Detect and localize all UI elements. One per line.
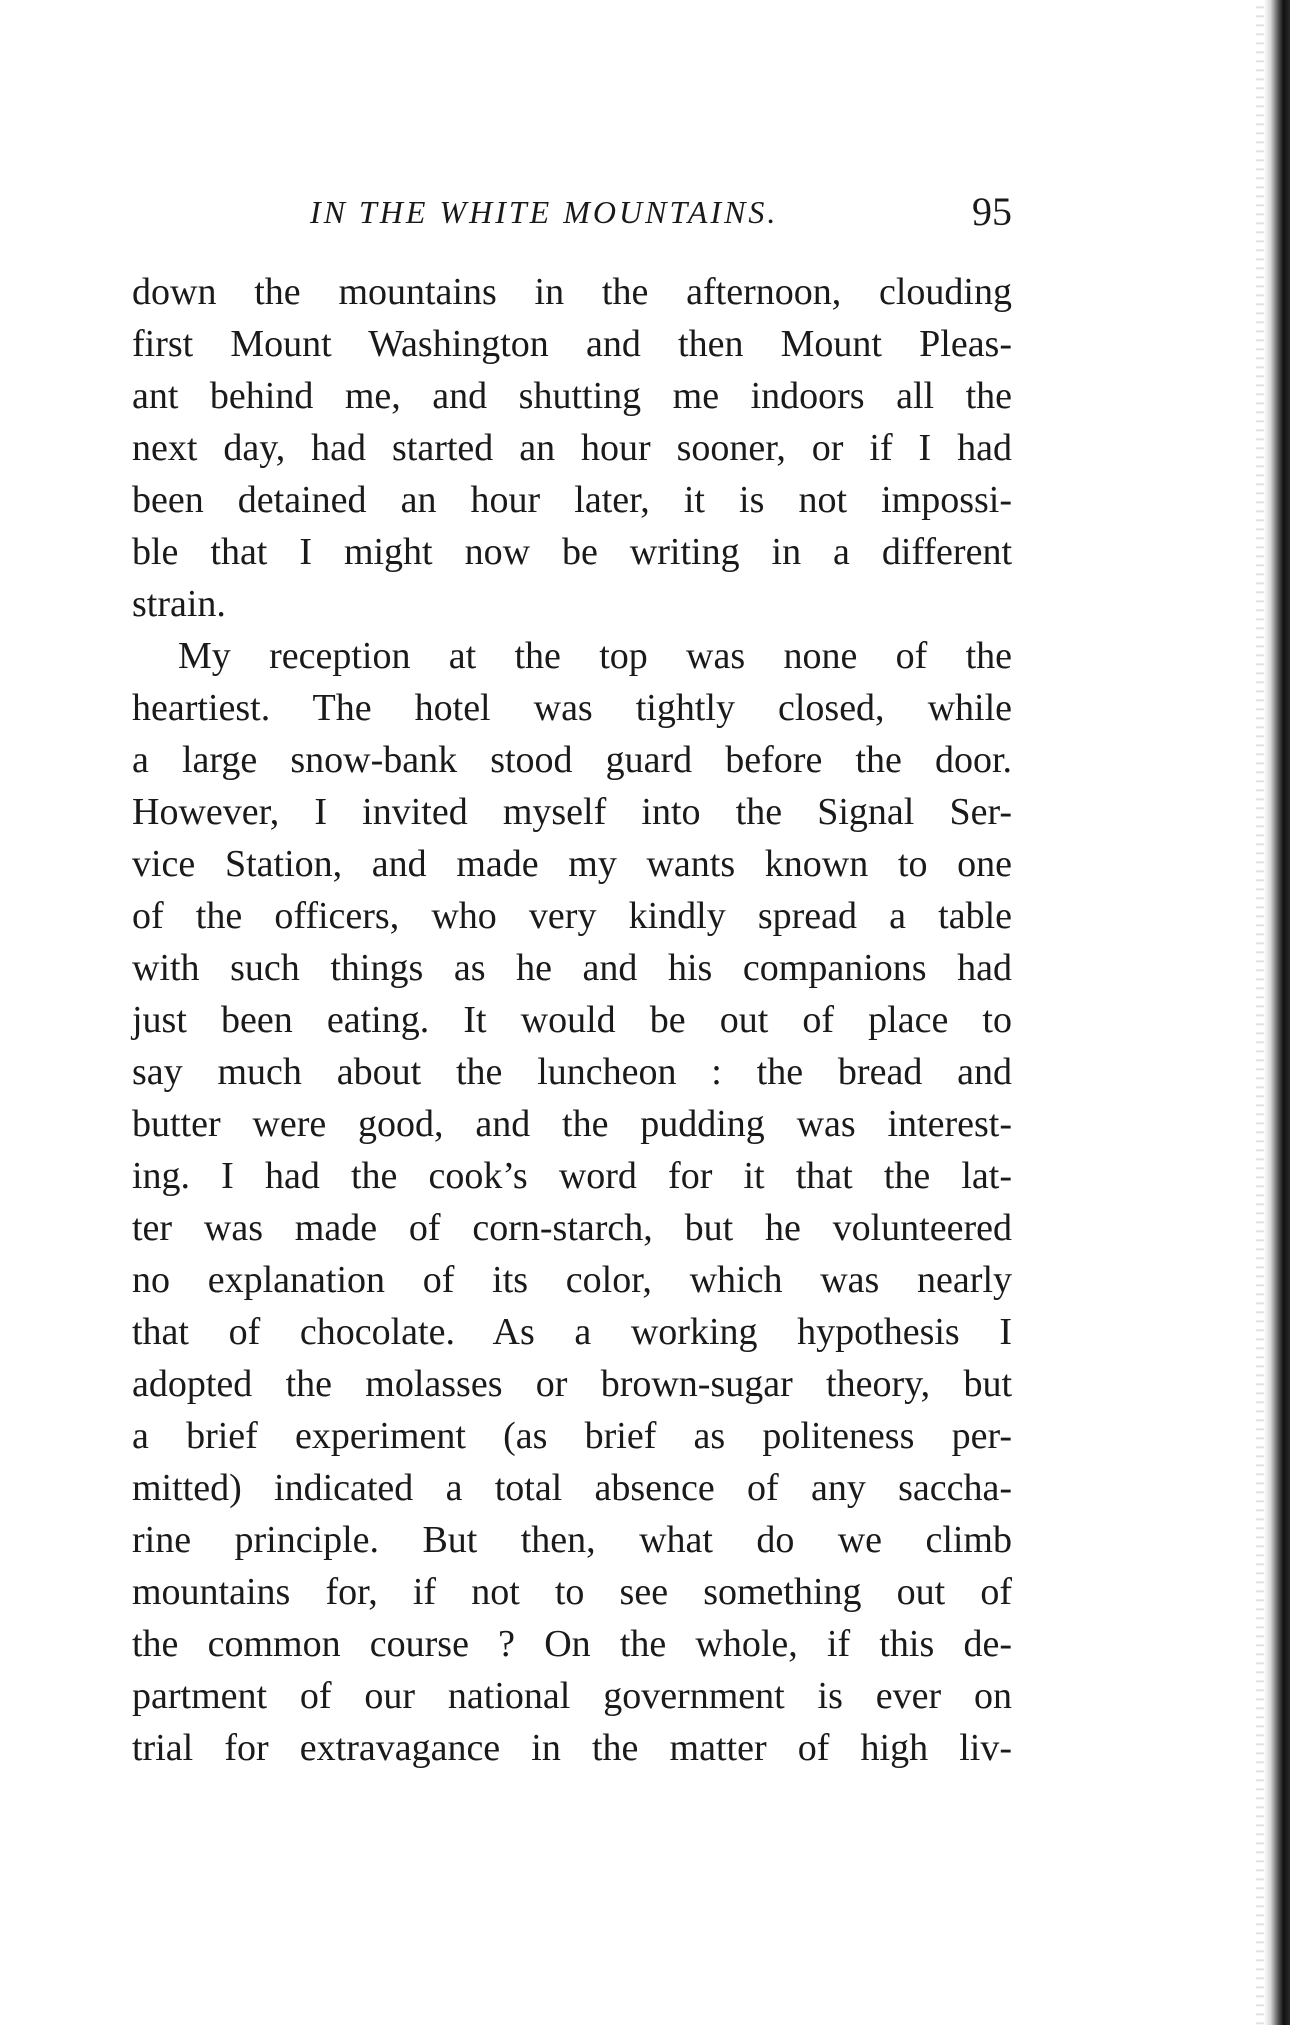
paragraph-first-line: My reception at the top was none of the [178,635,1012,677]
page-edge-shadow [1256,0,1264,2025]
text-line: heartiest. The hotel was tightly closed, while [132,687,1012,729]
text-line: mitted) indicated a total absence of any saccha- [132,1467,1012,1509]
text-line: a brief experiment (as brief as politeness per- [132,1415,1012,1457]
text-line: next day, had started an hour sooner, or if I had [132,427,1012,469]
page-number: 95 [972,189,1012,234]
text-line: no explanation of its color, which was nearly [132,1259,1012,1301]
text-line: ter was made of corn-starch, but he volunteered [132,1207,1012,1249]
body-text [132,266,1012,1774]
text-line: say much about the luncheon : the bread and [132,1051,1012,1093]
text-line: just been eating. It would be out of place to [132,999,1012,1041]
book-spine [1264,0,1290,2025]
text-line: ant behind me, and shutting me indoors all the [132,375,1012,417]
running-head: IN THE WHITE MOUNTAINS. [310,194,779,230]
text-line: rine principle. But then, what do we climb [132,1519,1012,1561]
text-line: mountains for, if not to see something out of [132,1571,1012,1613]
text-line: partment of our national government is ever on [132,1675,1012,1717]
text-line: vice Station, and made my wants known to one [132,843,1012,885]
text-line: butter were good, and the pudding was interest- [132,1103,1012,1145]
text-line: strain. [132,583,226,625]
text-line: been detained an hour later, it is not impossi- [132,479,1012,521]
text-line: first Mount Washington and then Mount Pleas- [132,323,1012,365]
text-line: trial for extravagance in the matter of high liv- [132,1727,1012,1769]
text-line: of the officers, who very kindly spread a table [132,895,1012,937]
text-line: ing. I had the cook’s word for it that the lat- [132,1155,1012,1197]
page-header [132,188,1012,248]
text-line: a large snow-bank stood guard before the door. [132,739,1012,781]
text-line: adopted the molasses or brown-sugar theory, but [132,1363,1012,1405]
text-line: the common course ? On the whole, if this de- [132,1623,1012,1665]
text-line: ble that I might now be writing in a different [132,531,1012,573]
text-line: However, I invited myself into the Signal Ser- [132,791,1012,833]
text-line: that of chocolate. As a working hypothesis I [132,1311,1012,1353]
text-line: with such things as he and his companions had [132,947,1012,989]
text-line: down the mountains in the afternoon, clouding [132,271,1012,313]
